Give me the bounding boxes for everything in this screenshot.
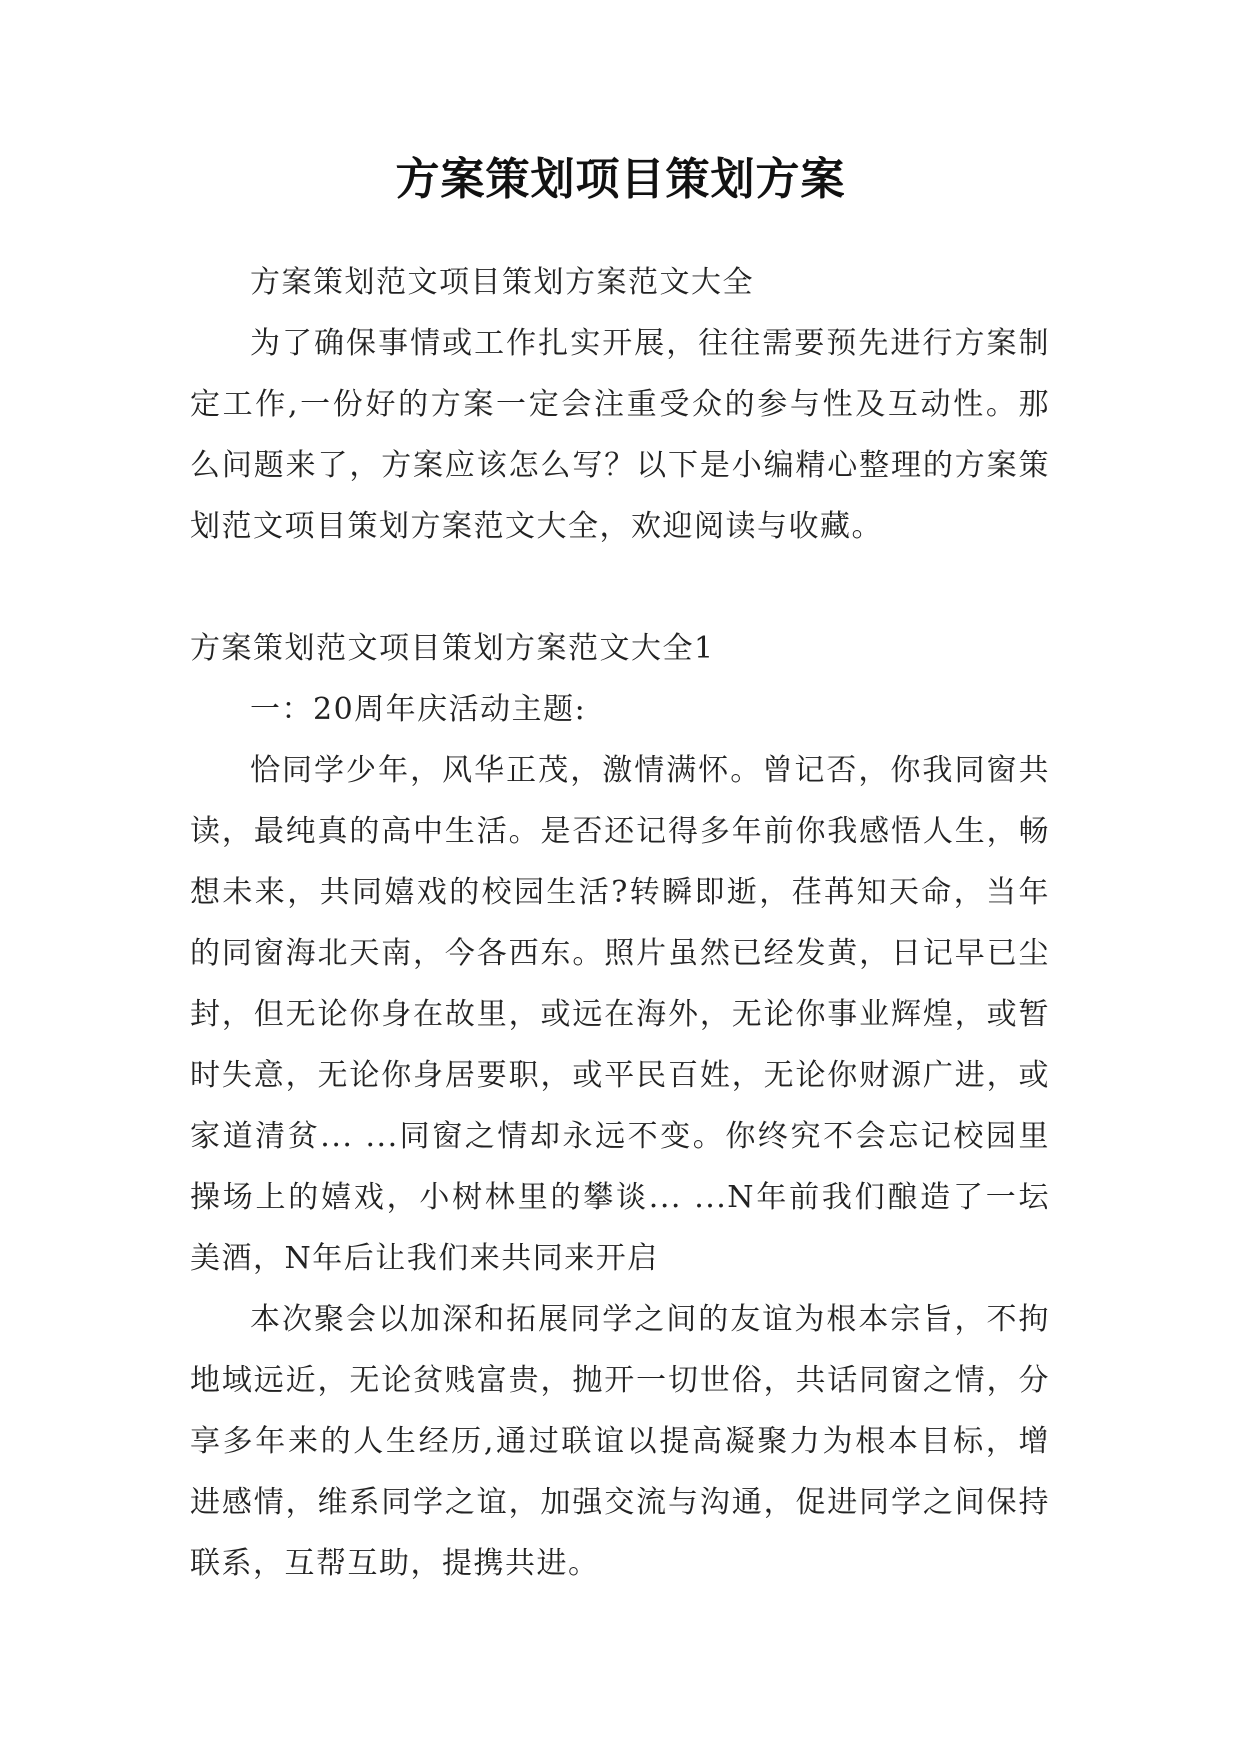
- theme-paragraph: 恰同学少年，风华正茂，激情满怀。曾记否，你我同窗共读，最纯真的高中生活。是否还记得多年前你我感悟人生，畅想未来，共同嬉戏的校园生活?转瞬即逝，荏苒知天命，当年的同窗海北天南，今各西东。照片虽然已经发黄，日记早已尘封，但无论你身在故里，或远在海外，无论你事业辉煌，或暂时失意，无论你身居要职，或平民百姓，无论你财源广进，或家道清贫... ...同窗之情却永远不变。你终究不会忘记校园里操场上的嬉戏，小树林里的攀谈... ...N年前我们酿造了一坛美酒，N年后让我们来共同来开启: [190, 753, 1050, 1276]
- theme-heading: 一：20周年庆活动主题:: [250, 692, 587, 727]
- section-heading: 方案策划范文项目策划方案范文大全1: [190, 631, 715, 666]
- document-body: [190, 252, 1050, 1594]
- section-spacer: [190, 557, 1050, 618]
- intro-paragraph: 为了确保事情或工作扎实开展，往往需要预先进行方案制定工作,一份好的方案一定会注重受众的参与性及互动性。那么问题来了，方案应该怎么写？以下是小编精心整理的方案策划范文项目策划方案范文大全，欢迎阅读与收藏。: [190, 326, 1050, 544]
- intro-heading: 方案策划范文项目策划方案范文大全: [250, 265, 754, 300]
- document-title: 方案策划项目策划方案: [395, 154, 846, 205]
- purpose-paragraph: 本次聚会以加深和拓展同学之间的友谊为根本宗旨，不拘地域远近，无论贫贱富贵，抛开一切世俗，共话同窗之情，分享多年来的人生经历,通过联谊以提高凝聚力为根本目标，增进感情，维系同学之谊，加强交流与沟通，促进同学之间保持联系，互帮互助，提携共进。: [190, 1302, 1050, 1581]
